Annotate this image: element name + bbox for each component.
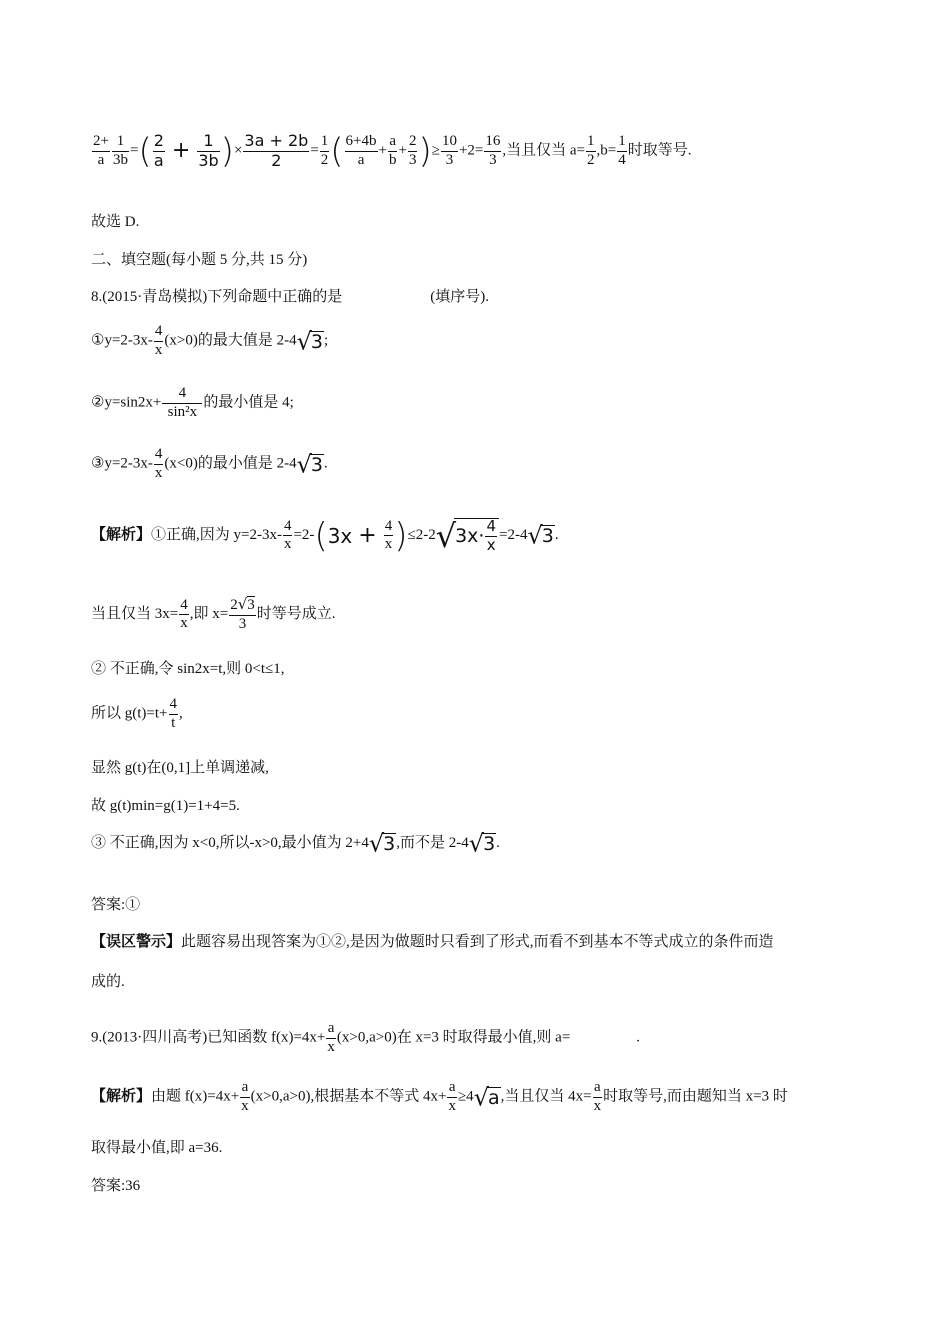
fraction: $\frac{a}{x}$	[241, 1079, 249, 1114]
sqrt: √3	[368, 829, 396, 858]
solution-formula-line: $\frac{2+}{a}$ $\frac{1}{3b}$ =( $\frac{2}{a}$ + $\frac{1}{3b}$ )× $\frac{3a + 2b}{2}$ = $\frac{1}{2}$ ( $\frac{6+4b}{a}$ + $\frac{a}{b}$ + $\frac{2}{3}$ )≥ $\frac{10}{3}$ +2= $\frac{16}{3}$ ,当且仅当 a= $\frac{1}{2}$ ,b= $\frac{1}{4}$ 时取等号.	[93, 131, 692, 172]
function-g: 所以 g(t)=t+ $\frac{4}{t}$ ,	[91, 696, 183, 731]
fraction: $\frac{1}{4}$	[618, 133, 626, 168]
question-9: 9.(2013·四川高考)已知函数 f(x)=4x+ $\frac{a}{x}$ (x>0,a>0)在 x=3 时取得最小值,则 a= .	[91, 1020, 641, 1055]
fraction: $\frac{4}{x}$	[180, 596, 188, 632]
fraction: $\frac{2}{3}$	[408, 133, 417, 168]
fraction: $\frac{4}{x}$	[384, 517, 393, 553]
sqrt: √a	[473, 1083, 500, 1112]
analysis-1: 【解析】①正确,因为 y=2-3x- $\frac{4}{x}$ =2-(3x + $\frac{4}{x}$ )≤2-2√3x· $\frac{4}{x}$ =2-4√3.	[91, 515, 559, 556]
answer-9: 答案:36	[91, 1178, 141, 1194]
fraction: $\frac{10}{3}$	[441, 133, 457, 168]
fraction: $\frac{4}{x}$	[486, 517, 497, 554]
left-paren: (	[330, 131, 344, 172]
fraction: $\frac{16}{3}$	[485, 133, 501, 168]
fraction: $\frac{1}{2}$	[587, 133, 595, 168]
fraction: $\frac{2+}{a}$	[93, 133, 109, 168]
select-answer-text: 故选 D.	[91, 214, 140, 230]
left-paren: (	[314, 515, 328, 556]
section-heading: 二、填空题(每小题 5 分,共 15 分)	[91, 252, 308, 268]
statement-2: ②y=sin2x+ $\frac{4}{\text{sin²x}}$ 的最小值是 4;	[91, 385, 294, 420]
analysis-2: 【解析】由题 f(x)=4x+ $\frac{a}{x}$ (x>0,a>0),根据基本不等式 4x+ $\frac{a}{x}$ ≥4√a,当且仅当 4x= $\frac{a}{x}$ 时取等号,而由题知当 x=3 时	[91, 1079, 788, 1114]
g-min-text: 故 g(t)min=g(1)=1+4=5.	[91, 798, 240, 814]
sqrt: √3	[296, 327, 323, 356]
statement-1: ①y=2-3x- $\frac{4}{x}$ (x>0)的最大值是 2-4√3;	[91, 323, 329, 358]
equality-condition: 当且仅当 3x= $\frac{4}{x}$ ,即 x= $\frac{2√3}{3}$ 时等号成立.	[91, 595, 336, 632]
error-warning-cont: 成的.	[91, 974, 125, 990]
monotonic-text: 显然 g(t)在(0,1]上单调递减,	[91, 760, 269, 776]
statement-3: ③y=2-3x- $\frac{4}{x}$ (x<0)的最小值是 2-4√3.	[91, 446, 328, 481]
right-paren: )	[418, 131, 432, 172]
fraction: $\frac{2√3}{3}$	[230, 595, 255, 632]
question-8: 8.(2015·青岛模拟)下列命题中正确的是 (填序号).	[91, 289, 489, 305]
fraction: $\frac{a}{x}$	[327, 1020, 335, 1055]
right-paren: )	[394, 515, 408, 556]
fraction: $\frac{1}{3b}$	[198, 131, 219, 170]
answer-8: 答案:①	[91, 897, 141, 913]
error-warning: 【误区警示】此题容易出现答案为①②,是因为做题时只看到了形式,而看不到基本不等式成立的条件而造	[91, 934, 774, 950]
statement-2-analysis: ② 不正确,令 sin2x=t,则 0<t≤1,	[91, 661, 285, 677]
fraction: $\frac{4}{\text{sin²x}}$	[162, 386, 202, 421]
fraction: $\frac{4}{t}$	[169, 696, 177, 731]
statement-3-analysis: ③ 不正确,因为 x<0,所以-x>0,最小值为 2+4√3,而不是 2-4√3.	[91, 829, 500, 858]
fraction: $\frac{1}{3b}$	[112, 133, 128, 168]
left-paren: (	[138, 131, 152, 172]
analysis-2-cont: 取得最小值,即 a=36.	[91, 1140, 223, 1156]
right-paren: )	[220, 131, 234, 172]
fraction: $\frac{2}{a}$	[153, 131, 164, 170]
fraction: $\frac{6+4b}{a}$	[345, 133, 377, 168]
sqrt: √3	[296, 450, 323, 479]
fraction: $\frac{4}{x}$	[154, 446, 163, 481]
sqrt: √3	[468, 829, 496, 858]
fraction: $\frac{3a + 2b}{2}$	[244, 131, 309, 170]
sqrt: √3x· $\frac{4}{x}$	[436, 518, 499, 554]
fraction: $\frac{4}{x}$	[283, 517, 292, 553]
fraction: $\frac{a}{x}$	[448, 1079, 456, 1114]
fraction: $\frac{a}{b}$	[388, 133, 397, 168]
fraction: $\frac{a}{x}$	[593, 1079, 602, 1114]
fraction: $\frac{4}{x}$	[154, 323, 163, 358]
sqrt: √3	[527, 521, 554, 550]
fraction: $\frac{1}{2}$	[320, 133, 329, 168]
